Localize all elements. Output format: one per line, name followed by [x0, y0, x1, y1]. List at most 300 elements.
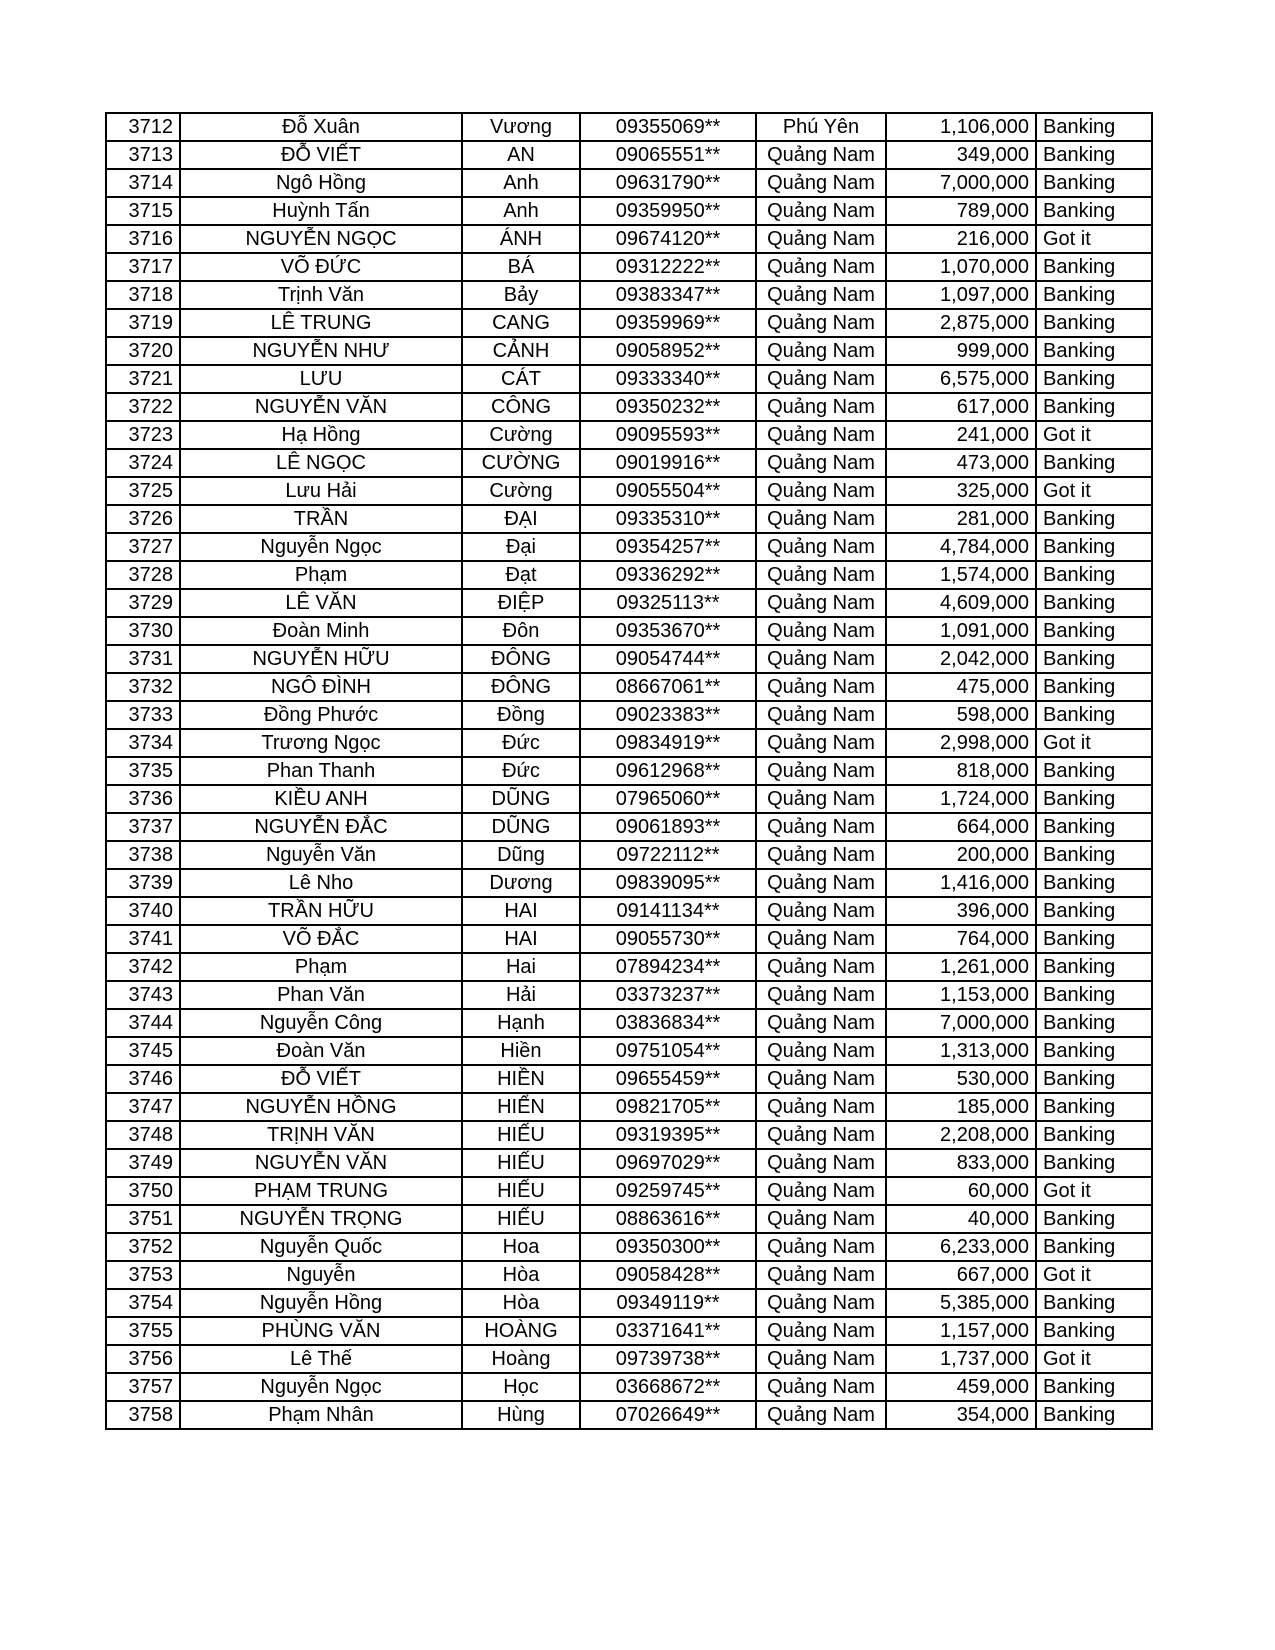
amount-cell: 617,000 — [886, 393, 1036, 421]
row-id-cell: 3742 — [106, 953, 180, 981]
last-name-cell: Phạm Nhân — [180, 1401, 462, 1429]
province-cell: Quảng Nam — [756, 1121, 886, 1149]
amount-cell: 7,000,000 — [886, 1009, 1036, 1037]
amount-cell: 1,097,000 — [886, 281, 1036, 309]
last-name-cell: Đoàn Văn — [180, 1037, 462, 1065]
phone-cell: 09355069** — [580, 113, 756, 141]
last-name-cell: PHẠM TRUNG — [180, 1177, 462, 1205]
province-cell: Quảng Nam — [756, 1233, 886, 1261]
table-row — [106, 869, 1152, 897]
row-id-cell: 3744 — [106, 1009, 180, 1037]
payment-method-cell: Got it — [1036, 1261, 1152, 1289]
amount-cell: 999,000 — [886, 337, 1036, 365]
amount-cell: 473,000 — [886, 449, 1036, 477]
last-name-cell: NGUYỄN TRỌNG — [180, 1205, 462, 1233]
table-row — [106, 981, 1152, 1009]
last-name-cell: TRỊNH VĂN — [180, 1121, 462, 1149]
amount-cell: 818,000 — [886, 757, 1036, 785]
table-row — [106, 1037, 1152, 1065]
last-name-cell: TRẦN HỮU — [180, 897, 462, 925]
row-id-cell: 3752 — [106, 1233, 180, 1261]
first-name-cell: Hòa — [462, 1289, 580, 1317]
first-name-cell: ĐÔNG — [462, 645, 580, 673]
province-cell: Quảng Nam — [756, 365, 886, 393]
payment-method-cell: Banking — [1036, 813, 1152, 841]
first-name-cell: Hòa — [462, 1261, 580, 1289]
phone-cell: 09335310** — [580, 505, 756, 533]
payment-method-cell: Got it — [1036, 421, 1152, 449]
first-name-cell: ĐÔNG — [462, 673, 580, 701]
amount-cell: 1,106,000 — [886, 113, 1036, 141]
amount-cell: 216,000 — [886, 225, 1036, 253]
last-name-cell: LÊ TRUNG — [180, 309, 462, 337]
table-row — [106, 673, 1152, 701]
province-cell: Quảng Nam — [756, 1205, 886, 1233]
row-id-cell: 3746 — [106, 1065, 180, 1093]
phone-cell: 07026649** — [580, 1401, 756, 1429]
phone-cell: 09058428** — [580, 1261, 756, 1289]
first-name-cell: Hoa — [462, 1233, 580, 1261]
province-cell: Quảng Nam — [756, 309, 886, 337]
phone-cell: 09019916** — [580, 449, 756, 477]
table-row — [106, 1093, 1152, 1121]
first-name-cell: Vương — [462, 113, 580, 141]
row-id-cell: 3725 — [106, 477, 180, 505]
province-cell: Quảng Nam — [756, 1037, 886, 1065]
row-id-cell: 3736 — [106, 785, 180, 813]
table-row — [106, 1177, 1152, 1205]
payment-method-cell: Banking — [1036, 449, 1152, 477]
province-cell: Quảng Nam — [756, 813, 886, 841]
phone-cell: 09751054** — [580, 1037, 756, 1065]
table-row — [106, 1121, 1152, 1149]
phone-cell: 09065551** — [580, 141, 756, 169]
first-name-cell: Đại — [462, 533, 580, 561]
payment-method-cell: Got it — [1036, 477, 1152, 505]
amount-cell: 325,000 — [886, 477, 1036, 505]
amount-cell: 2,042,000 — [886, 645, 1036, 673]
table-row — [106, 1289, 1152, 1317]
payment-method-cell: Banking — [1036, 1289, 1152, 1317]
payment-method-cell: Banking — [1036, 281, 1152, 309]
table-row — [106, 505, 1152, 533]
table-row — [106, 141, 1152, 169]
amount-cell: 459,000 — [886, 1373, 1036, 1401]
amount-cell: 40,000 — [886, 1205, 1036, 1233]
province-cell: Quảng Nam — [756, 169, 886, 197]
table-row — [106, 953, 1152, 981]
amount-cell: 789,000 — [886, 197, 1036, 225]
phone-cell: 09061893** — [580, 813, 756, 841]
amount-cell: 1,157,000 — [886, 1317, 1036, 1345]
first-name-cell: BÁ — [462, 253, 580, 281]
amount-cell: 598,000 — [886, 701, 1036, 729]
table-row — [106, 925, 1152, 953]
phone-cell: 09141134** — [580, 897, 756, 925]
phone-cell: 09834919** — [580, 729, 756, 757]
amount-cell: 5,385,000 — [886, 1289, 1036, 1317]
first-name-cell: Dương — [462, 869, 580, 897]
row-id-cell: 3750 — [106, 1177, 180, 1205]
phone-cell: 09259745** — [580, 1177, 756, 1205]
row-id-cell: 3751 — [106, 1205, 180, 1233]
table-row — [106, 1401, 1152, 1429]
first-name-cell: CÔNG — [462, 393, 580, 421]
first-name-cell: Đức — [462, 729, 580, 757]
payment-method-cell: Banking — [1036, 617, 1152, 645]
province-cell: Quảng Nam — [756, 477, 886, 505]
payment-method-cell: Banking — [1036, 673, 1152, 701]
amount-cell: 6,575,000 — [886, 365, 1036, 393]
phone-cell: 03373237** — [580, 981, 756, 1009]
amount-cell: 530,000 — [886, 1065, 1036, 1093]
amount-cell: 7,000,000 — [886, 169, 1036, 197]
amount-cell: 1,737,000 — [886, 1345, 1036, 1373]
table-row — [106, 617, 1152, 645]
phone-cell: 09821705** — [580, 1093, 756, 1121]
province-cell: Quảng Nam — [756, 225, 886, 253]
row-id-cell: 3713 — [106, 141, 180, 169]
province-cell: Quảng Nam — [756, 925, 886, 953]
payment-method-cell: Banking — [1036, 701, 1152, 729]
last-name-cell: KIỀU ANH — [180, 785, 462, 813]
row-id-cell: 3732 — [106, 673, 180, 701]
amount-cell: 1,416,000 — [886, 869, 1036, 897]
row-id-cell: 3747 — [106, 1093, 180, 1121]
first-name-cell: HIỂN — [462, 1093, 580, 1121]
amount-cell: 764,000 — [886, 925, 1036, 953]
last-name-cell: LÊ VĂN — [180, 589, 462, 617]
payment-method-cell: Banking — [1036, 953, 1152, 981]
payment-method-cell: Banking — [1036, 981, 1152, 1009]
first-name-cell: Hiền — [462, 1037, 580, 1065]
amount-cell: 354,000 — [886, 1401, 1036, 1429]
row-id-cell: 3739 — [106, 869, 180, 897]
row-id-cell: 3723 — [106, 421, 180, 449]
last-name-cell: NGUYỄN ĐẮC — [180, 813, 462, 841]
last-name-cell: Nguyễn Ngọc — [180, 533, 462, 561]
phone-cell: 09336292** — [580, 561, 756, 589]
phone-cell: 09023383** — [580, 701, 756, 729]
table-row — [106, 1261, 1152, 1289]
province-cell: Quảng Nam — [756, 393, 886, 421]
first-name-cell: DŨNG — [462, 813, 580, 841]
phone-cell: 09350300** — [580, 1233, 756, 1261]
table-row — [106, 365, 1152, 393]
first-name-cell: Cường — [462, 477, 580, 505]
row-id-cell: 3755 — [106, 1317, 180, 1345]
last-name-cell: Nguyễn Công — [180, 1009, 462, 1037]
phone-cell: 09383347** — [580, 281, 756, 309]
phone-cell: 09325113** — [580, 589, 756, 617]
province-cell: Quảng Nam — [756, 449, 886, 477]
phone-cell: 09055504** — [580, 477, 756, 505]
row-id-cell: 3733 — [106, 701, 180, 729]
last-name-cell: PHÙNG VĂN — [180, 1317, 462, 1345]
province-cell: Quảng Nam — [756, 1401, 886, 1429]
first-name-cell: Anh — [462, 197, 580, 225]
first-name-cell: CÁT — [462, 365, 580, 393]
first-name-cell: HIẾU — [462, 1177, 580, 1205]
province-cell: Quảng Nam — [756, 897, 886, 925]
amount-cell: 667,000 — [886, 1261, 1036, 1289]
payment-method-cell: Banking — [1036, 1149, 1152, 1177]
payment-method-cell: Banking — [1036, 309, 1152, 337]
payment-method-cell: Banking — [1036, 113, 1152, 141]
province-cell: Quảng Nam — [756, 1261, 886, 1289]
payment-method-cell: Banking — [1036, 1233, 1152, 1261]
table-row — [106, 169, 1152, 197]
first-name-cell: Hoàng — [462, 1345, 580, 1373]
last-name-cell: Phạm — [180, 561, 462, 589]
row-id-cell: 3753 — [106, 1261, 180, 1289]
first-name-cell: DŨNG — [462, 785, 580, 813]
row-id-cell: 3741 — [106, 925, 180, 953]
row-id-cell: 3757 — [106, 1373, 180, 1401]
table-row — [106, 281, 1152, 309]
province-cell: Quảng Nam — [756, 1373, 886, 1401]
table-row — [106, 1345, 1152, 1373]
last-name-cell: Nguyễn Ngọc — [180, 1373, 462, 1401]
payment-method-cell: Banking — [1036, 841, 1152, 869]
payment-method-cell: Banking — [1036, 1401, 1152, 1429]
table-row — [106, 1065, 1152, 1093]
table-row — [106, 729, 1152, 757]
amount-cell: 349,000 — [886, 141, 1036, 169]
first-name-cell: HOÀNG — [462, 1317, 580, 1345]
payment-method-cell: Banking — [1036, 785, 1152, 813]
phone-cell: 09333340** — [580, 365, 756, 393]
amount-cell: 2,875,000 — [886, 309, 1036, 337]
phone-cell: 09312222** — [580, 253, 756, 281]
province-cell: Quảng Nam — [756, 1065, 886, 1093]
province-cell: Quảng Nam — [756, 533, 886, 561]
first-name-cell: HAI — [462, 897, 580, 925]
first-name-cell: CẢNH — [462, 337, 580, 365]
phone-cell: 09722112** — [580, 841, 756, 869]
province-cell: Quảng Nam — [756, 729, 886, 757]
last-name-cell: Trương Ngọc — [180, 729, 462, 757]
row-id-cell: 3729 — [106, 589, 180, 617]
phone-cell: 09354257** — [580, 533, 756, 561]
last-name-cell: VÕ ĐẮC — [180, 925, 462, 953]
first-name-cell: Đức — [462, 757, 580, 785]
phone-cell: 09055730** — [580, 925, 756, 953]
first-name-cell: HIẾU — [462, 1121, 580, 1149]
province-cell: Quảng Nam — [756, 981, 886, 1009]
row-id-cell: 3712 — [106, 113, 180, 141]
amount-cell: 1,070,000 — [886, 253, 1036, 281]
table-row — [106, 757, 1152, 785]
row-id-cell: 3727 — [106, 533, 180, 561]
table-row — [106, 309, 1152, 337]
amount-cell: 281,000 — [886, 505, 1036, 533]
payment-method-cell: Banking — [1036, 757, 1152, 785]
phone-cell: 07894234** — [580, 953, 756, 981]
row-id-cell: 3718 — [106, 281, 180, 309]
first-name-cell: Anh — [462, 169, 580, 197]
last-name-cell: NGUYỄN NHƯ — [180, 337, 462, 365]
province-cell: Quảng Nam — [756, 1009, 886, 1037]
amount-cell: 2,208,000 — [886, 1121, 1036, 1149]
phone-cell: 03836834** — [580, 1009, 756, 1037]
first-name-cell: ÁNH — [462, 225, 580, 253]
last-name-cell: LƯU — [180, 365, 462, 393]
last-name-cell: NGUYỄN HỒNG — [180, 1093, 462, 1121]
province-cell: Quảng Nam — [756, 869, 886, 897]
table-row — [106, 701, 1152, 729]
amount-cell: 6,233,000 — [886, 1233, 1036, 1261]
phone-cell: 09655459** — [580, 1065, 756, 1093]
table-row — [106, 785, 1152, 813]
province-cell: Phú Yên — [756, 113, 886, 141]
table-row — [106, 1373, 1152, 1401]
last-name-cell: Đoàn Minh — [180, 617, 462, 645]
first-name-cell: ĐIỆP — [462, 589, 580, 617]
table-row — [106, 337, 1152, 365]
row-id-cell: 3734 — [106, 729, 180, 757]
last-name-cell: NGUYỄN NGỌC — [180, 225, 462, 253]
last-name-cell: Lê Thế — [180, 1345, 462, 1373]
amount-cell: 475,000 — [886, 673, 1036, 701]
amount-cell: 664,000 — [886, 813, 1036, 841]
province-cell: Quảng Nam — [756, 757, 886, 785]
table-row — [106, 1233, 1152, 1261]
payment-method-cell: Banking — [1036, 1205, 1152, 1233]
last-name-cell: Trịnh Văn — [180, 281, 462, 309]
phone-cell: 03668672** — [580, 1373, 756, 1401]
last-name-cell: VÕ ĐỨC — [180, 253, 462, 281]
first-name-cell: CƯỜNG — [462, 449, 580, 477]
last-name-cell: Nguyễn Quốc — [180, 1233, 462, 1261]
payment-method-cell: Got it — [1036, 225, 1152, 253]
province-cell: Quảng Nam — [756, 953, 886, 981]
phone-cell: 08863616** — [580, 1205, 756, 1233]
phone-cell: 09350232** — [580, 393, 756, 421]
last-name-cell: Nguyễn Hồng — [180, 1289, 462, 1317]
phone-cell: 09674120** — [580, 225, 756, 253]
province-cell: Quảng Nam — [756, 197, 886, 225]
payment-method-cell: Banking — [1036, 141, 1152, 169]
phone-cell: 09319395** — [580, 1121, 756, 1149]
province-cell: Quảng Nam — [756, 701, 886, 729]
table-row — [106, 897, 1152, 925]
last-name-cell: ĐỖ VIẾT — [180, 141, 462, 169]
last-name-cell: NGUYỄN VĂN — [180, 393, 462, 421]
province-cell: Quảng Nam — [756, 617, 886, 645]
table-row — [106, 393, 1152, 421]
amount-cell: 241,000 — [886, 421, 1036, 449]
first-name-cell: AN — [462, 141, 580, 169]
row-id-cell: 3720 — [106, 337, 180, 365]
payment-method-cell: Banking — [1036, 1065, 1152, 1093]
first-name-cell: ĐẠI — [462, 505, 580, 533]
province-cell: Quảng Nam — [756, 841, 886, 869]
payment-method-cell: Banking — [1036, 1037, 1152, 1065]
row-id-cell: 3740 — [106, 897, 180, 925]
province-cell: Quảng Nam — [756, 785, 886, 813]
province-cell: Quảng Nam — [756, 281, 886, 309]
first-name-cell: CANG — [462, 309, 580, 337]
phone-cell: 07965060** — [580, 785, 756, 813]
payment-method-cell: Banking — [1036, 1317, 1152, 1345]
payment-method-cell: Banking — [1036, 1009, 1152, 1037]
phone-cell: 09839095** — [580, 869, 756, 897]
first-name-cell: HIẾU — [462, 1149, 580, 1177]
table-row — [106, 589, 1152, 617]
amount-cell: 185,000 — [886, 1093, 1036, 1121]
payment-method-cell: Got it — [1036, 729, 1152, 757]
row-id-cell: 3728 — [106, 561, 180, 589]
payment-method-cell: Banking — [1036, 561, 1152, 589]
phone-cell: 09612968** — [580, 757, 756, 785]
row-id-cell: 3715 — [106, 197, 180, 225]
payment-method-cell: Got it — [1036, 1345, 1152, 1373]
row-id-cell: 3722 — [106, 393, 180, 421]
last-name-cell: TRẦN — [180, 505, 462, 533]
province-cell: Quảng Nam — [756, 561, 886, 589]
payment-method-cell: Banking — [1036, 925, 1152, 953]
phone-cell: 09739738** — [580, 1345, 756, 1373]
row-id-cell: 3745 — [106, 1037, 180, 1065]
row-id-cell: 3714 — [106, 169, 180, 197]
payment-method-cell: Banking — [1036, 589, 1152, 617]
table-row — [106, 1205, 1152, 1233]
last-name-cell: Phạm — [180, 953, 462, 981]
amount-cell: 1,724,000 — [886, 785, 1036, 813]
province-cell: Quảng Nam — [756, 505, 886, 533]
row-id-cell: 3737 — [106, 813, 180, 841]
last-name-cell: Phan Thanh — [180, 757, 462, 785]
table-row — [106, 1317, 1152, 1345]
row-id-cell: 3738 — [106, 841, 180, 869]
last-name-cell: Đồng Phước — [180, 701, 462, 729]
first-name-cell: Đạt — [462, 561, 580, 589]
first-name-cell: Dũng — [462, 841, 580, 869]
row-id-cell: 3730 — [106, 617, 180, 645]
last-name-cell: ĐỖ VIẾT — [180, 1065, 462, 1093]
province-cell: Quảng Nam — [756, 421, 886, 449]
amount-cell: 833,000 — [886, 1149, 1036, 1177]
first-name-cell: Hải — [462, 981, 580, 1009]
last-name-cell: LÊ NGỌC — [180, 449, 462, 477]
table-row — [106, 225, 1152, 253]
payment-method-cell: Banking — [1036, 393, 1152, 421]
last-name-cell: NGÔ ĐÌNH — [180, 673, 462, 701]
row-id-cell: 3735 — [106, 757, 180, 785]
row-id-cell: 3721 — [106, 365, 180, 393]
last-name-cell: Phan Văn — [180, 981, 462, 1009]
last-name-cell: Đỗ Xuân — [180, 113, 462, 141]
province-cell: Quảng Nam — [756, 337, 886, 365]
table-row — [106, 645, 1152, 673]
amount-cell: 2,998,000 — [886, 729, 1036, 757]
amount-cell: 1,313,000 — [886, 1037, 1036, 1065]
province-cell: Quảng Nam — [756, 589, 886, 617]
first-name-cell: Hai — [462, 953, 580, 981]
payment-method-cell: Banking — [1036, 1093, 1152, 1121]
last-name-cell: Lê Nho — [180, 869, 462, 897]
amount-cell: 1,261,000 — [886, 953, 1036, 981]
amount-cell: 1,091,000 — [886, 617, 1036, 645]
row-id-cell: 3719 — [106, 309, 180, 337]
phone-cell: 09058952** — [580, 337, 756, 365]
row-id-cell: 3754 — [106, 1289, 180, 1317]
row-id-cell: 3726 — [106, 505, 180, 533]
amount-cell: 1,153,000 — [886, 981, 1036, 1009]
phone-cell: 03371641** — [580, 1317, 756, 1345]
payment-method-cell: Banking — [1036, 645, 1152, 673]
